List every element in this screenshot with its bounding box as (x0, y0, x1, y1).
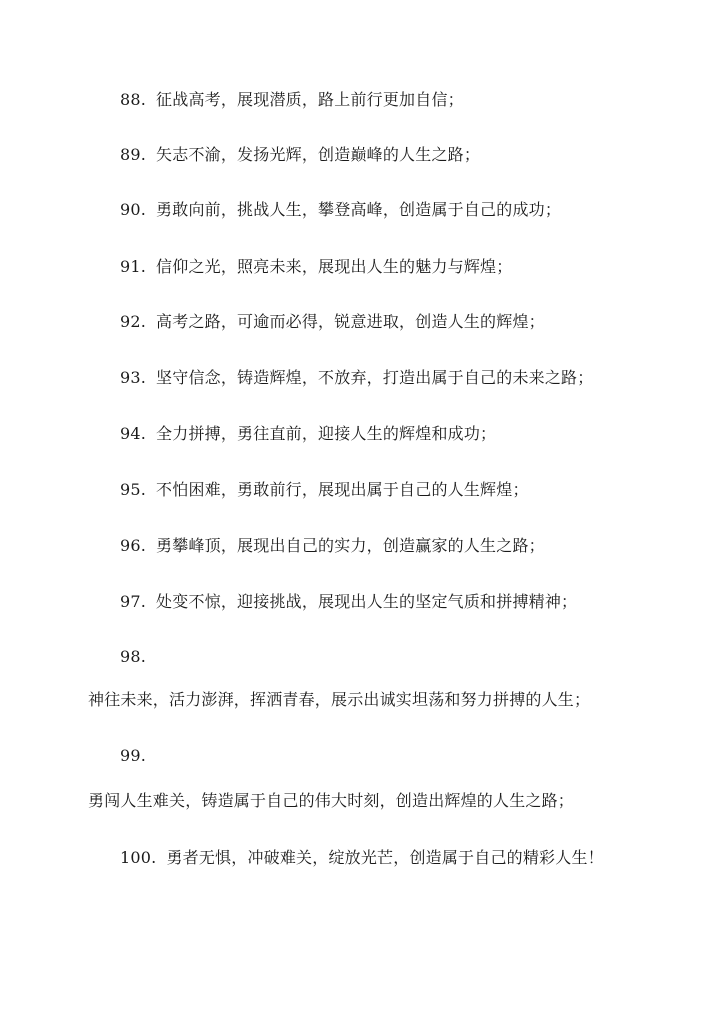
item-number: 95. (120, 480, 147, 499)
item-text: 勇闯人生难关，铸造属于自己的伟大时刻，创造出辉煌的人生之路； (88, 791, 575, 810)
list-item (120, 479, 529, 501)
item-text: 高考之路，可逾而必得，锐意进取，创造人生的辉煌； (156, 312, 545, 331)
item-text: 坚守信念，铸造辉煌，不放弃，打造出属于自己的未来之路； (156, 368, 594, 387)
item-number: 92. (120, 312, 147, 331)
item-number: 97. (120, 592, 147, 611)
list-item-number-line (120, 646, 146, 668)
item-number: 93. (120, 368, 147, 387)
item-number: 100. (120, 848, 157, 867)
list-item (120, 367, 593, 389)
item-text: 勇者无惧，冲破难关，绽放光芒，创造属于自己的精彩人生！ (166, 848, 604, 867)
item-text: 处变不惊，迎接挑战，展现出人生的坚定气质和拼搏精神； (156, 592, 578, 611)
item-number: 98. (120, 647, 147, 666)
item-text: 勇敢向前，挑战人生，攀登高峰，创造属于自己的成功； (156, 200, 562, 219)
item-text: 勇攀峰顶，展现出自己的实力，创造赢家的人生之路； (156, 536, 545, 555)
list-item (120, 144, 480, 166)
list-item (120, 256, 512, 278)
item-text: 征战高考，展现潜质，路上前行更加自信； (156, 90, 464, 109)
item-number: 91. (120, 257, 147, 276)
item-number: 94. (120, 424, 147, 443)
list-item-text-line (88, 790, 574, 812)
list-item (120, 591, 577, 613)
item-number: 99. (120, 746, 147, 765)
list-item (120, 89, 464, 111)
list-item (120, 847, 604, 869)
item-number: 89. (120, 145, 147, 164)
item-number: 96. (120, 536, 147, 555)
list-item (120, 535, 545, 557)
item-number: 88. (120, 90, 147, 109)
item-text: 矢志不渝，发扬光辉，创造巅峰的人生之路； (156, 145, 481, 164)
list-item (120, 423, 496, 445)
list-item-text-line (88, 689, 590, 711)
list-item (120, 199, 561, 221)
item-text: 神往未来，活力澎湃，挥洒青春，展示出诚实坦荡和努力拼搏的人生； (88, 690, 591, 709)
item-number: 90. (120, 200, 147, 219)
list-item (120, 311, 545, 333)
item-text: 全力拼搏，勇往直前，迎接人生的辉煌和成功； (156, 424, 497, 443)
list-item-number-line (120, 745, 146, 767)
item-text: 信仰之光，照亮未来，展现出人生的魅力与辉煌； (156, 257, 513, 276)
item-text: 不怕困难，勇敢前行，展现出属于自己的人生辉煌； (156, 480, 529, 499)
